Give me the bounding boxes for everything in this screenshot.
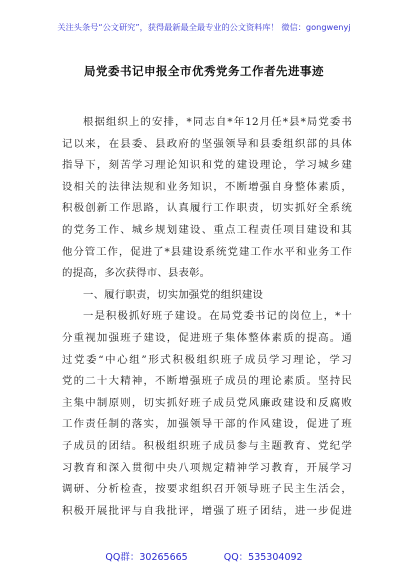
document-body bbox=[62, 112, 352, 522]
qq-group-number: QQ群：30265665 bbox=[105, 552, 188, 563]
paragraph-line: 分重视加强班子建设，促进班子集体整体素质的提高。通 bbox=[62, 331, 352, 344]
paragraph-line: 过党委“中心组”形式积极组织班子成员学习理论，学习 bbox=[62, 353, 352, 366]
qq-number: QQ：535304092 bbox=[223, 552, 303, 563]
footer-contacts bbox=[0, 549, 408, 563]
paragraph-line: 指导下，刻苦学习理论知识和党的建设理论，学习城乡建 bbox=[62, 159, 352, 172]
paragraph-line: 一是积极抓好班子建设。在局党委书记的岗位上，*十 bbox=[83, 310, 352, 323]
paragraph-line: 根据组织上的安排，*同志自*年12月任*县*局党委书 bbox=[83, 116, 352, 128]
paragraph-line: 子成员的团结。积极组织班子成员参与主题教育、党纪学 bbox=[62, 439, 352, 452]
paragraph-line: 他分管工作，促进了*县建设系统党建工作水平和业务工作 bbox=[62, 245, 352, 258]
paragraph-line: 记以来，在县委、县政府的坚强领导和县委组织部的具体 bbox=[62, 137, 352, 150]
paragraph-line: 积极创新工作思路，认真履行工作职责，切实抓好全系统 bbox=[62, 202, 352, 215]
paragraph-line: 的党务工作、城乡规划建设、重点工程责任项目建设和其 bbox=[62, 223, 352, 236]
paragraph-line: 主集中制原则，切实抓好班子成员党风廉政建设和反腐败 bbox=[62, 396, 352, 409]
top-banner: 关注头条号“公文研究”，获得最新最全最专业的公文资料库！ 微信：gongwenyj bbox=[57, 22, 351, 32]
paragraph-line: 的提高，多次获得市、县表彰。 bbox=[62, 267, 211, 280]
paragraph-line: 调研、分析检查，按要求组织召开领导班子民主生活会， bbox=[62, 483, 352, 496]
paragraph-line: 积极开展批评与自我批评，增强了班子团结，进一步促进 bbox=[62, 504, 352, 517]
paragraph-line: 工作责任制的落实，加强领导干部的作风建设，促进了班 bbox=[62, 418, 352, 431]
paragraph-line: 习教育和深入贯彻中央八项规定精神学习教育，开展学习 bbox=[62, 461, 352, 474]
paragraph-line: 党的二十大精神，不断增强班子成员的理论素质。坚持民 bbox=[62, 375, 352, 388]
paragraph-line: 设相关的法律法规和业务知识，不断增强自身整体素质， bbox=[62, 180, 352, 193]
document-title: 局党委书记申报全市优秀党务工作者先进事迹 bbox=[84, 64, 324, 78]
section-heading: 一、履行职责，切实加强党的组织建设 bbox=[83, 288, 264, 301]
